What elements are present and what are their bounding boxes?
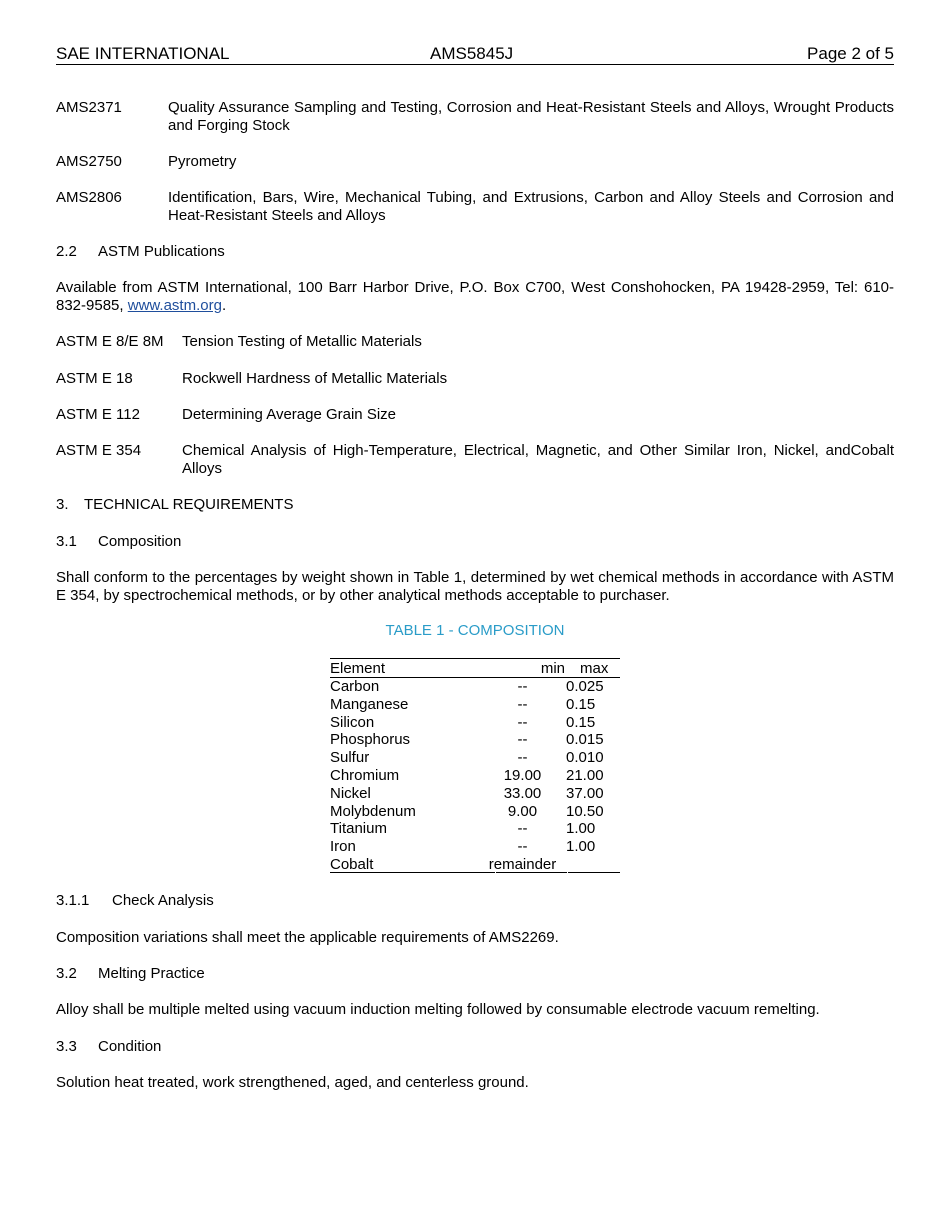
section-heading-3-2 [56, 965, 205, 983]
section-heading-3-1 [56, 533, 181, 551]
reference-code: ASTM E 8/E 8M [56, 333, 164, 350]
column-header-max: max [580, 660, 609, 677]
cell-min: 9.00 [507, 802, 538, 820]
cell-element: Sulfur [330, 749, 370, 767]
cell-max: 0.010 [566, 749, 604, 767]
cell-min: -- [517, 713, 528, 731]
reference-code: AMS2371 [56, 99, 122, 116]
cell-min: -- [517, 820, 528, 838]
cell-min: -- [517, 749, 528, 767]
astm-website-link[interactable]: www.astm.org [127, 297, 222, 314]
table-row [330, 678, 620, 696]
reference-astm-e354 [56, 442, 894, 478]
cell-min: -- [517, 731, 528, 749]
reference-ams2371 [56, 99, 894, 135]
reference-astm-e8 [56, 333, 894, 351]
cell-min: remainder [488, 856, 557, 873]
section-title: Condition [98, 1038, 162, 1055]
reference-ams2750 [56, 153, 894, 171]
section-number: 3.3 [56, 1038, 77, 1055]
section-heading-3-3 [56, 1038, 161, 1056]
reference-code: ASTM E 18 [56, 370, 133, 387]
astm-availability-paragraph [56, 279, 894, 315]
table-bottom-rule [330, 872, 495, 873]
reference-ams2806 [56, 189, 894, 225]
section-heading-2-2 [56, 243, 225, 261]
table-bottom-rule [496, 872, 567, 873]
link-suffix: . [221, 297, 227, 314]
cell-element: Phosphorus [330, 731, 411, 749]
header-org: SAE INTERNATIONAL [56, 44, 230, 63]
cell-max: 0.025 [566, 678, 604, 695]
table-row [330, 696, 620, 714]
table-top-rule [330, 658, 620, 659]
column-header-element: Element [330, 660, 386, 677]
reference-title: Quality Assurance Sampling and Testing, Corrosion and Heat-Resistant Steels and Alloys, Wrought Products and Forging Stock [168, 99, 894, 134]
reference-title: Identification, Bars, Wire, Mechanical Tubing, and Extrusions, Carbon and Alloy Steels and Corrosion and Heat-Resistant Steels and Alloys [168, 189, 894, 224]
section-title: Composition [98, 533, 182, 550]
table-row [330, 803, 620, 821]
cell-element: Cobalt [330, 856, 374, 873]
section-title: Melting Practice [98, 965, 205, 982]
reference-title: Tension Testing of Metallic Materials [182, 333, 422, 350]
melting-practice-paragraph: Alloy shall be multiple melted using vacuum induction melting followed by consumable electrode vacuum remelting. [56, 1001, 820, 1018]
table-row [330, 785, 620, 803]
cell-max: 0.015 [566, 731, 604, 749]
cell-max: 1.00 [566, 820, 596, 838]
cell-max: 1.00 [566, 838, 596, 856]
section-heading-3-1-1 [56, 892, 214, 910]
reference-code: AMS2806 [56, 189, 122, 206]
table-row [330, 731, 620, 749]
section-number: 3.1 [56, 533, 77, 550]
cell-element: Molybdenum [330, 802, 416, 820]
cell-element: Titanium [330, 820, 387, 838]
composition-paragraph: Shall conform to the percentages by weight shown in Table 1, determined by wet chemical methods in accordance with ASTM E 354, by spectrochemical methods, or by other analytical methods acceptable to purchaser. [56, 569, 894, 604]
table-row [330, 820, 620, 838]
reference-title: Determining Average Grain Size [182, 406, 396, 423]
reference-astm-e18 [56, 370, 894, 388]
header-page-number: Page 2 of 5 [807, 44, 894, 63]
section-title: Check Analysis [112, 892, 214, 909]
section-number: 3.1.1 [56, 892, 90, 909]
reference-code: ASTM E 354 [56, 442, 142, 459]
section-number: 3.2 [56, 965, 77, 982]
cell-max: 0.15 [566, 695, 596, 713]
cell-element: Chromium [330, 767, 400, 784]
cell-max: 37.00 [566, 784, 604, 802]
section-heading-3 [56, 496, 293, 514]
table-header-row [330, 660, 620, 678]
cell-min: 33.00 [503, 784, 542, 802]
table-bottom-rule [568, 872, 620, 873]
reference-code: AMS2750 [56, 153, 122, 170]
reference-title: Chemical Analysis of High-Temperature, Electrical, Magnetic, and Other Similar Iron, Nickel, andCobalt Alloys [182, 442, 894, 477]
reference-title: Pyrometry [168, 153, 237, 170]
page-header [56, 44, 894, 65]
cell-element: Silicon [330, 713, 375, 731]
cell-element: Carbon [330, 678, 380, 695]
cell-max: 21.00 [566, 767, 604, 784]
cell-min: -- [517, 838, 528, 856]
cell-element: Nickel [330, 784, 371, 802]
cell-element: Manganese [330, 695, 409, 713]
reference-code: ASTM E 112 [56, 406, 140, 423]
section-title: ASTM Publications [98, 243, 225, 260]
cell-min: -- [517, 695, 528, 713]
section-number: 2.2 [56, 243, 77, 260]
reference-title: Rockwell Hardness of Metallic Materials [182, 370, 448, 387]
cell-max: 10.50 [566, 802, 604, 820]
condition-paragraph: Solution heat treated, work strengthened, aged, and centerless ground. [56, 1074, 529, 1091]
header-doc-number: AMS5845J [430, 44, 514, 63]
section-number: 3. [56, 496, 69, 513]
table-row [330, 749, 620, 767]
cell-min: -- [517, 678, 528, 695]
table-row [330, 838, 620, 856]
availability-text: Available from ASTM International, 100 Barr Harbor Drive, P.O. Box C700, West Conshohocken, PA 19428-2959, Tel: 610-832-9585, [56, 279, 894, 314]
table-row [330, 767, 620, 785]
table-caption: TABLE 1 - COMPOSITION [385, 622, 565, 639]
section-title: TECHNICAL REQUIREMENTS [84, 496, 294, 513]
check-analysis-paragraph: Composition variations shall meet the applicable requirements of AMS2269. [56, 929, 559, 946]
column-header-min: min [540, 660, 565, 677]
cell-max: 0.15 [566, 713, 596, 731]
cell-element: Iron [330, 838, 356, 856]
reference-astm-e112 [56, 406, 894, 424]
cell-min: 19.00 [503, 767, 542, 784]
table-row [330, 714, 620, 732]
